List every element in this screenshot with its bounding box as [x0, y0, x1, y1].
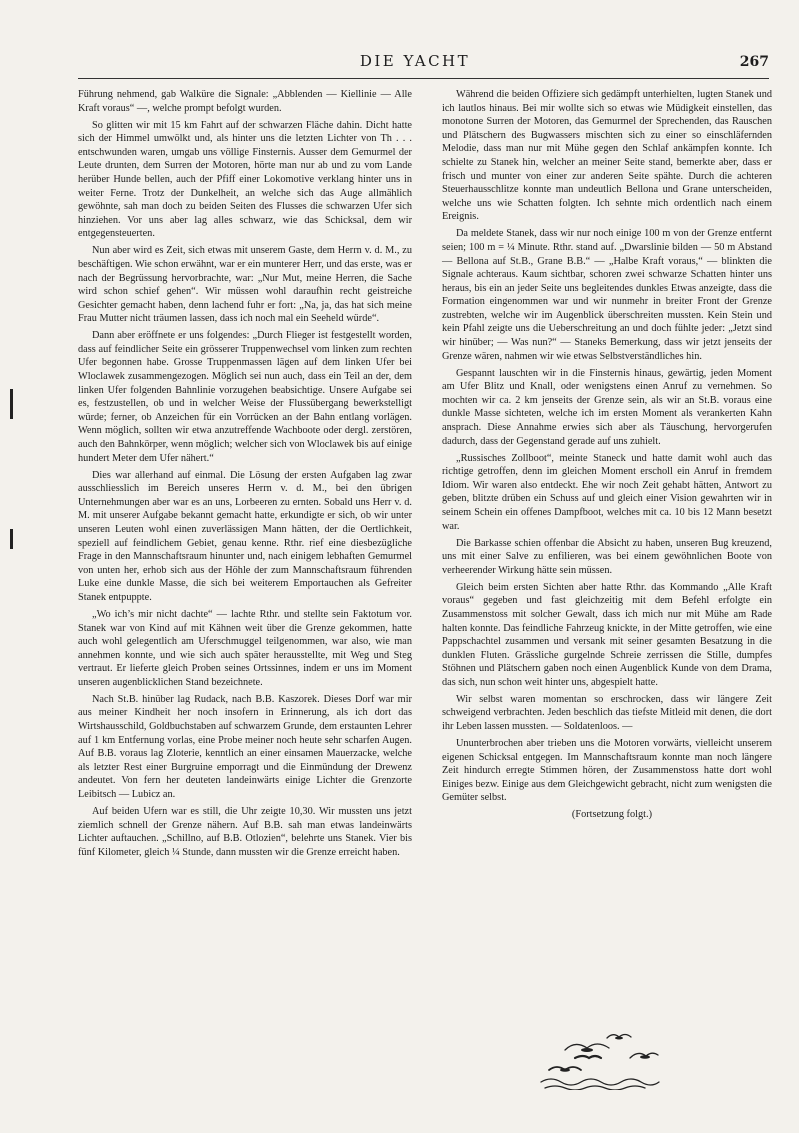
- paragraph: Während die beiden Offiziere sich gedämpft unterhielten, lugten Stanek und ich lautlos hinaus. Bei mir wollte sich so etwas wie Müdigkeit einstellen, das monotone Surren der Motoren, das Gemurmel der Sprechenden, das Rauschen und Plätschern des Bugwassers mischten sich zu einer so einschläfernden Melodie, dass man nur mit Mühe gegen den Schlaf ankämpfen konnte. Ich schielte zu Stanek hin, welcher an meiner Seite stand, bemerkte aber, dass er frisch und munter von einer zur anderen Seite spähte. Durch die achteren Steuerhausschlitze konnte man undeutlich Bellona und Grane unterscheiden, welche uns wie Schatten folgten. Ich sehnte mich ordentlich nach einem Ereignis.: [442, 89, 772, 223]
- left-column: [78, 88, 412, 863]
- page-number: 267: [739, 54, 769, 70]
- paragraph: Ununterbrochen aber trieben uns die Motoren vorwärts, vielleicht unserem eigenen Schicksal entgegen. Im Mannschaftsraum konnte man noch längere Zeit hindurch erregte Stimmen hören, der Zusammenstoss hatte dort wohl Einiges bezw. Einige aus dem Gleichgewicht gebracht, nicht zum wenigsten die Gemüter selbst.: [442, 738, 772, 804]
- continuation-note: (Fortsetzung folgt.): [571, 809, 652, 821]
- seagulls-over-waves-icon: [535, 1028, 665, 1090]
- paragraph: „Russisches Zollboot“, meinte Staneck und hatte damit wohl auch das richtige getroffen, denn im gleichen Moment erscholl ein Anruf in fremdem Idiom. Wir waren also entdeckt. Ehe wir noch Zeit gehabt hätten, Antwort zu geben, blitzte drüben ein Schuss auf und gleich einer Vision gewahrten wir in seinem Schein ein offenes Dampfboot, welches mit ca. 10 bis 12 Mann besetzt war.: [442, 452, 772, 532]
- page-header: [0, 52, 799, 74]
- margin-mark: [10, 389, 13, 419]
- paragraph: Führung nehmend, gab Walküre die Signale: „Abblenden — Kiellinie — Alle Kraft voraus“ —, welche prompt befolgt wurden.: [78, 89, 412, 114]
- running-title: DIE YACHT: [359, 52, 471, 70]
- paragraph: Da meldete Stanek, dass wir nur noch einige 100 m von der Grenze entfernt seien; 100 m = ¼ Minute. Rthr. stand auf. „Dwarslinie bilden — 50 m Abstand — Bellona auf St.B., Grane B.B.“ — „Halbe Kraft voraus,“ — blinkten die Signale achteraus. Kaum sichtbar, schoren zwei schwarze Schatten hinter uns heraus, bis ein an jeder Seite uns begleitendes dunkles Etwas anzeigte, dass die Formation eingenommen war und wir nunmehr in breiter Front der Grenze zustrebten, welche wir im Augenblick überschreiten mussten. Kein Stein und kein Pfahl zeigte uns die Ueberschreitung an und doch fühlte jeder: „Jetzt sind wir hinüber; — Was nun?“ — Staneks Bemerkung, dass wir jetzt jenseits der Grenze wären, nahmen wir wie etwas Selbstverständliches hin.: [442, 228, 772, 362]
- paragraph: Nun aber wird es Zeit, sich etwas mit unserem Gaste, dem Herrn v. d. M., zu beschäftigen. Wie schon erwähnt, war er ein munterer Herr, und das erste, was er nach der Begrüssung hervorbrachte, war: „Nur Mut, meine Herren, die Sache wird schon schief gehen“. Wir müssen wohl daraufhin recht geistreiche Gesichter gemacht haben, denn lachend fuhr er fort: „Na, ja, das hat sich meine Frau Mutter nicht träumen lassen, dass ich noch mal ein Seeheld würde“.: [78, 245, 412, 325]
- paragraph: Wir selbst waren momentan so erschrocken, dass wir längere Zeit schweigend verbrachten. Jeden beschlich das tiefste Mitleid mit denen, die dort ihr Leben lassen mussten. — Soldatenloos. —: [442, 693, 772, 733]
- paragraph: Gespannt lauschten wir in die Finsternis hinaus, gewärtig, jeden Moment am Ufer Blitz und Knall, oder wenigstens einen Anruf zu vernehmen. So mochten wir ca. 2 km jenseits der Grenze sein, als wir an St.B. voraus eine dunkle Masse sichteten, welche ich im ersten Moment als verankerten Kahn ansprach. Diese Annahme erwies sich aber als Täuschung, hervorgerufen dadurch, dass der Gegenstand gerade auf uns zuhielt.: [442, 367, 772, 447]
- paragraph: Dies war allerhand auf einmal. Die Lösung der ersten Aufgaben lag zwar ausschliesslich im Bereich unseres Herrn v. d. M., bei den übrigen Unternehmungen aber war es an uns, Lorbeeren zu ernten. Sobald uns Herr v. d. M. mit unserer Aufgabe bekannt gemacht hatte, erkundigte er sich, ob wir unter unseren Leuten wohl einen zuverlässigen Mann hätten, der die Oertlichkeit, speziell auf feindlichem Gebiet, genau kenne. Rthr. rief eine diesbezügliche Frage in den Mannschaftsraum hinunter und, nach einigem lebhaften Gemurmel von unten her, erhob sich aus der Höhle der zum Mannschaftsraum führenden Luke eine dunkle Masse, die sich bei weiterem Emportauchen als Gefreiter Stanek entpuppte.: [78, 469, 412, 603]
- paragraph: So glitten wir mit 15 km Fahrt auf der schwarzen Fläche dahin. Dicht hatte sich der Himmel umwölkt und, als hinter uns die letzten Lichter von Th . . . entschwunden waren, umgab uns völlige Finsternis. Ausser dem Gemurmel der Leute drunten, dem Surren der Motoren, hörte man nur ab und zu vom Lande herüber Hunde bellen, auch der Pfiff einer Lokomotive verklang hinter uns in weiter Ferne. Trotz der Dunkelheit, an welche sich das Auge allmählich gewöhnte, sah man doch zu beiden Seiten des Flusses die schwarzen Ufer sich hinziehen. Vor uns aber lag alles schwarz, wie das Schicksal, dem wir entgegensteuerten.: [78, 119, 412, 240]
- right-column: [442, 88, 772, 822]
- paragraph: Nach St.B. hinüber lag Rudack, nach B.B. Kaszorek. Dieses Dorf war mir aus meiner Kindheit her noch insofern in Erinnerung, als ich dort das Wirtshausschild, Goldbuchstaben auf schwarzem Grunde, dem erstaunten Lehrer auf 1 km Entfernung vorlas, eine Probe meiner noch heute sehr scharfen Augen. Auf B.B. voraus lag Zloterie, kenntlich an einer einsamen Mauerzacke, welche als letzter Rest einer Burgruine emporragt und die Einmündung der Drewenz andeutet. Von fern her deuteten landeinwärts einige Lichter die Grenzorte Leibitsch — Lubicz an.: [78, 693, 412, 801]
- header-rule: [78, 78, 769, 79]
- paragraph: Die Barkasse schien offenbar die Absicht zu haben, unseren Bug kreuzend, uns mit einer Salve zu enfilieren, was bei einem gewöhnlichen Boote von verheerender Wirkung hätte sein müssen.: [442, 537, 772, 576]
- paragraph: „Wo ich’s mir nicht dachte“ — lachte Rthr. und stellte sein Faktotum vor. Stanek war von Kind auf mit Kähnen weit über die Grenze gekommen, hatte auch wohl gelegentlich am Uferschmuggel teilgenommen, war also, wie man annehmen konnte, und wie sich auch später herausstellte, mit Weg und Steg vertraut. Er lieferte gleich Proben seines Ortssinnes, indem er uns im Moment unseren augenblicklichen Stand bezeichnete.: [78, 608, 412, 688]
- paragraph: Gleich beim ersten Sichten aber hatte Rthr. das Kommando „Alle Kraft voraus“ gegeben und fast gleichzeitig mit dem Befehl erfolgte ein Zusammenstoss mit solcher Gewalt, dass ich mich nur mit Mühe am Rade halten konnte. Das feindliche Fahrzeug knickte, in der Mitte getroffen, wie eine Pappschachtel zusammen und versank mit seiner gesamten Besatzung in die dunklen Fluten. Grässliche gurgelnde Schreie zerrissen die Stille, dumpfes Stöhnen und Plätschern gaben noch einen Augenblick Kunde von dem Drama, das sich, nun schon weit hinter uns, abgespielt hatte.: [442, 581, 772, 688]
- paragraph: Dann aber eröffnete er uns folgendes: „Durch Flieger ist festgestellt worden, dass auf feindlicher Seite ein grösserer Truppenwechsel vom linken zum rechten Ufer begonnen habe. Grosse Truppenmassen lägen auf dem linken Ufer bei Wloclawek zusammengezogen. Möglich sei nun auch, dass ein Teil an der, dem linken Ufer folgenden Bahnlinie vorzugehen beabsichtige. Unsere Aufgabe sei es, festzustellen, ob und in welcher Weise der Flussübergang bewerkstelligt würde; ferner, ob Anzeichen für ein Vorrücken an der Bahn entlang vorlägen. Wenn möglich, sollten wir etwa anzutreffende Wachboote oder dergl. zerstören, auch den Bahnkörper, wenn möglich; welcher sich von Wloclawek bis auf einige hundert Meter dem Ufer nähert.“: [78, 330, 412, 464]
- paragraph: Auf beiden Ufern war es still, die Uhr zeigte 10,30. Wir mussten uns jetzt ziemlich schnell der Grenze nähern. Auf B.B. sah man etwas landeinwärts Lichter auftauchen. „Schillno, auf B.B. Otlozien“, belehrte uns Stanek. Vier bis fünf Kilometer, gleich ¼ Stunde, dann mussten wir die Grenze erreicht haben.: [78, 806, 412, 858]
- margin-mark: [10, 529, 13, 549]
